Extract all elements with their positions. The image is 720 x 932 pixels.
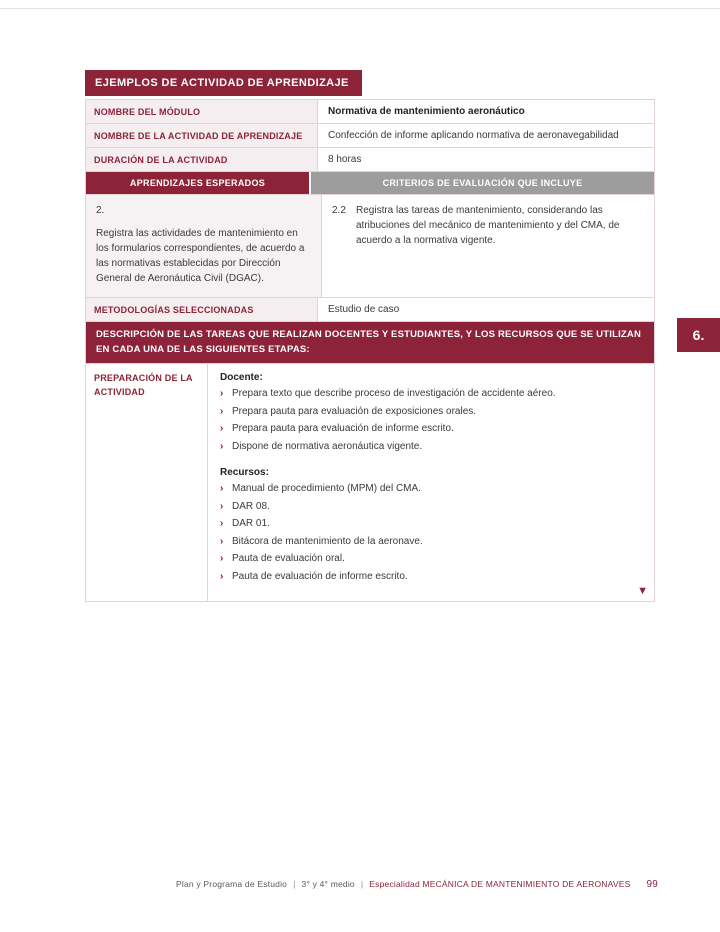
list-item-text: Pauta de evaluación oral.: [232, 553, 345, 565]
recursos-heading: Recursos:: [220, 467, 269, 479]
list-item: [220, 387, 642, 402]
list-item: [220, 517, 642, 532]
bullet-icon: ›: [220, 500, 224, 512]
table-row-module: [86, 100, 654, 124]
evaluation-criteria-cell: [322, 195, 654, 297]
list-item: [220, 570, 642, 585]
table-title-bar: [85, 70, 362, 96]
list-item-text: DAR 08.: [232, 500, 270, 512]
continuation-arrow-icon: ▼: [637, 585, 648, 598]
bullet-icon: ›: [220, 553, 224, 565]
table-row-activity-name: [86, 124, 654, 148]
table-grid: [85, 99, 655, 602]
bullet-icon: ›: [220, 388, 224, 400]
module-label: NOMBRE DEL MÓDULO: [86, 100, 318, 123]
preparation-label: PREPARACIÓN DE LA ACTIVIDAD: [86, 364, 208, 601]
module-value: Normativa de mantenimiento aeronáutico: [328, 106, 525, 117]
list-item-text: Manual de procedimiento (MPM) del CMA.: [232, 483, 421, 495]
footer-doc-title: Plan y Programa de Estudio: [176, 879, 288, 889]
table-title: EJEMPLOS DE ACTIVIDAD DE APRENDIZAJE: [95, 77, 349, 89]
list-item: [220, 552, 642, 567]
expected-learning-number: 2.: [96, 205, 105, 216]
footer-specialty: Especialidad MECÁNICA DE MANTENIMIENTO DE AERONAVES: [369, 879, 631, 889]
list-item-text: Prepara pauta para evaluación de exposiciones orales.: [232, 405, 477, 417]
page-number: 99: [646, 879, 658, 890]
table-row-headers: [86, 172, 654, 195]
table-row-duration: [86, 148, 654, 172]
list-item: [220, 535, 642, 550]
list-item: [220, 440, 642, 455]
bullet-icon: ›: [220, 423, 224, 435]
methodology-label: METODOLOGÍAS SELECCIONADAS: [86, 298, 318, 321]
activity-name-label: NOMBRE DE LA ACTIVIDAD DE APRENDIZAJE: [86, 124, 318, 147]
list-item: [220, 500, 642, 515]
bullet-icon: ›: [220, 440, 224, 452]
list-item: [220, 482, 642, 497]
activity-table: [85, 70, 655, 602]
expected-learning-cell: [86, 195, 322, 297]
footer-separator: |: [293, 879, 296, 889]
activity-name-value: Confección de informe aplicando normativa de aeronavegabilidad: [328, 130, 619, 141]
page-footer: [176, 879, 658, 890]
criteria-text: Registra las tareas de mantenimiento, considerando las atribuciones del mecánico de mantenimiento y del CMA, de acuerdo a la normativa vigente.: [356, 205, 620, 246]
list-item: [220, 405, 642, 420]
preparation-content: [208, 364, 654, 601]
evaluation-criteria-header: CRITERIOS DE EVALUACIÓN QUE INCLUYE: [311, 172, 654, 194]
methodology-value: Estudio de caso: [328, 304, 400, 315]
bullet-icon: ›: [220, 405, 224, 417]
table-row-methodology: [86, 298, 654, 322]
bullet-icon: ›: [220, 535, 224, 547]
docente-heading: Docente:: [220, 372, 263, 384]
expected-learning-text: Registra las actividades de mantenimiento en los formularios correspondientes, de acuerdo a las normativas establecidas por Dirección General de Aeronáutica Civil (DGAC).: [96, 228, 305, 284]
footer-separator: |: [360, 879, 364, 889]
bullet-icon: ›: [220, 570, 224, 582]
bullet-icon: ›: [220, 518, 224, 530]
list-item-text: Pauta de evaluación de informe escrito.: [232, 570, 408, 582]
list-item-text: Prepara pauta para evaluación de informe escrito.: [232, 423, 454, 435]
duration-label: DURACIÓN DE LA ACTIVIDAD: [86, 148, 318, 171]
page-top-rule: [0, 8, 720, 9]
description-banner: DESCRIPCIÓN DE LAS TAREAS QUE REALIZAN DOCENTES Y ESTUDIANTES, Y LOS RECURSOS QUE SE UTILIZAN EN CADA UNA DE LAS SIGUIENTES ETAPAS:: [86, 322, 654, 364]
duration-value: 8 horas: [328, 154, 362, 165]
evaluation-criteria-item: [332, 203, 644, 248]
list-item: [220, 422, 642, 437]
expected-learning-header: APRENDIZAJES ESPERADOS: [86, 172, 311, 194]
list-item-text: DAR 01.: [232, 518, 270, 530]
criteria-number: 2.2: [332, 205, 346, 216]
footer-grade: 3° y 4° medio: [301, 879, 355, 889]
table-row-learning-content: [86, 195, 654, 298]
bullet-icon: ›: [220, 483, 224, 495]
table-row-preparation: [86, 364, 654, 601]
chapter-number: 6.: [692, 327, 705, 343]
list-item-text: Bitácora de mantenimiento de la aeronave.: [232, 535, 423, 547]
list-item-text: Dispone de normativa aeronáutica vigente.: [232, 440, 423, 452]
list-item-text: Prepara texto que describe proceso de investigación de accidente aéreo.: [232, 388, 556, 400]
chapter-tab: [677, 318, 720, 352]
